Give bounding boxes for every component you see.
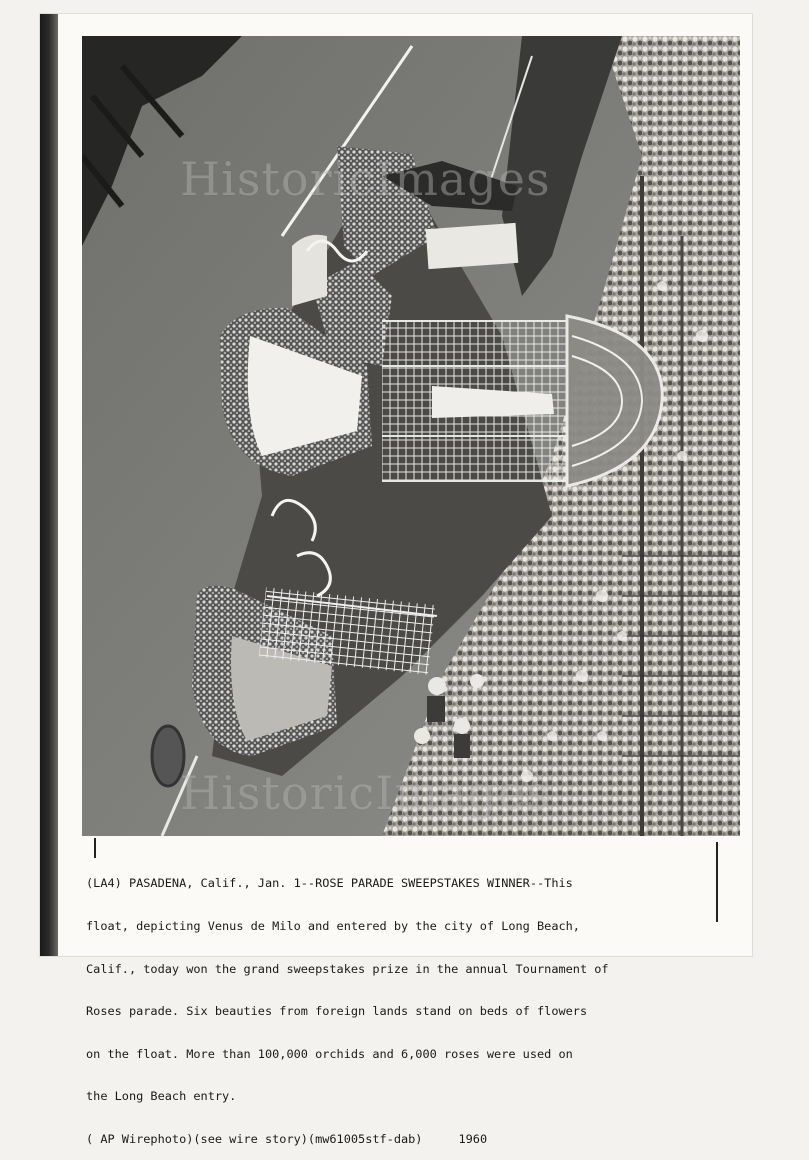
caption-line: the Long Beach entry. bbox=[86, 1089, 237, 1104]
caption-line: float, depicting Venus de Milo and entered by the city of Long Beach, bbox=[86, 919, 580, 934]
watermark-bottom: HistoricImages bbox=[180, 766, 551, 820]
caption-text bbox=[86, 848, 726, 1160]
print-scan-edge bbox=[40, 14, 58, 956]
caption-line: (LA4) PASADENA, Calif., Jan. 1--ROSE PARADE SWEEPSTAKES WINNER--This bbox=[86, 876, 573, 891]
parade-float-photo bbox=[82, 36, 740, 836]
caption-line: on the float. More than 100,000 orchids and 6,000 roses were used on bbox=[86, 1046, 573, 1061]
caption-line: Roses parade. Six beauties from foreign lands stand on beds of flowers bbox=[86, 1004, 588, 1019]
caption-line: Calif., today won the grand sweepstakes prize in the annual Tournament of bbox=[86, 961, 609, 976]
caption-credit-line bbox=[86, 1132, 726, 1146]
photo-year: 1960 bbox=[458, 1132, 488, 1147]
photo-credit: ( AP Wirephoto)(see wire story)(mw61005stf-dab) bbox=[86, 1132, 423, 1147]
watermark-top: HistoricImages bbox=[180, 152, 551, 206]
